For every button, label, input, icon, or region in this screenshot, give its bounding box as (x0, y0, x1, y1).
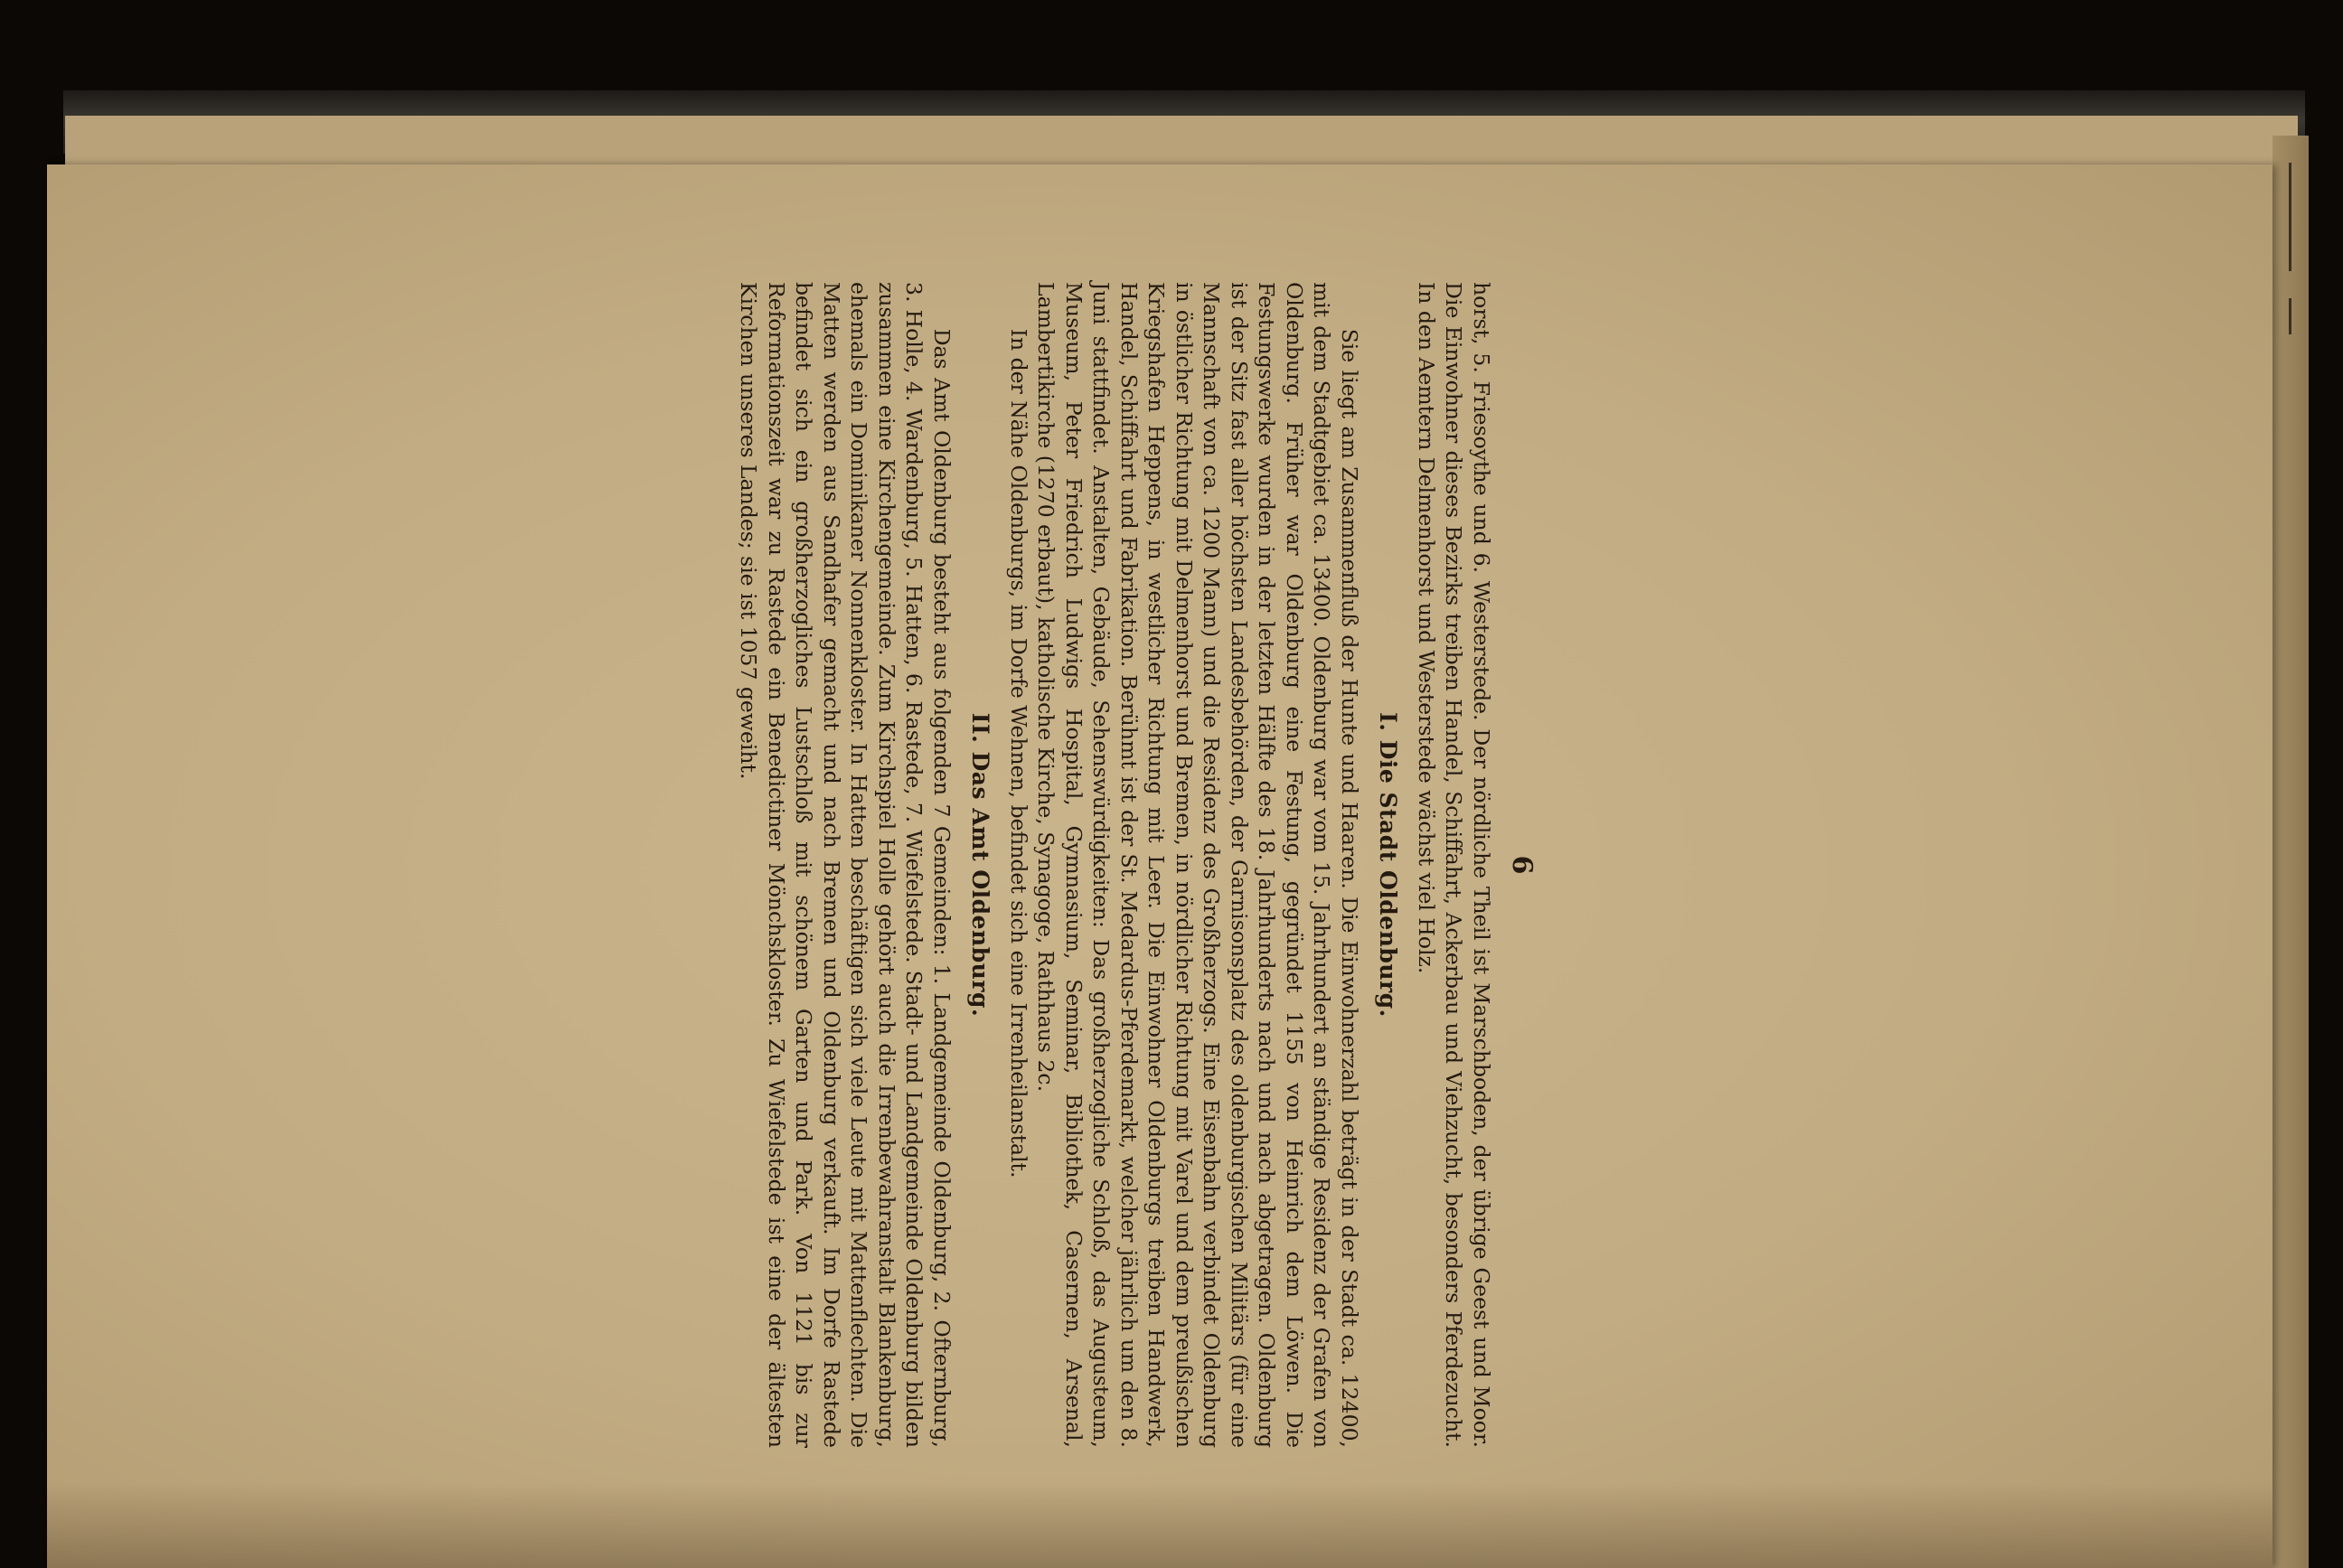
page-gutter-shadow (47, 1482, 2272, 1568)
rotated-text-area (736, 282, 1538, 1448)
binding-edge (2272, 136, 2309, 1568)
paragraph-irrenheilanstalt: In der Nähe Oldenburgs, im Dorfe Wehnen, befindet sich eine Irrenheilanstalt. (1006, 328, 1031, 1178)
binding-mark (2289, 163, 2291, 271)
section-heading-stadt-oldenburg: I. Die Stadt Oldenburg. (1375, 712, 1402, 1018)
intro-paragraph: horst, 5. Friesoythe und 6. Westerstede. Der nördliche Theil ist Marschboden, der übrige Geest und Moor. Die Einwohner dieses Bezirks treiben Handel, Schiffahrt, Ackerbau und Viehzucht, besonders Pferdezucht. In den Aemtern Delmenhorst und Westerstede wächst viel Holz. (1414, 282, 1494, 1448)
page-number: 6 (1506, 855, 1538, 875)
paragraph-stadt-oldenburg: Sie liegt am Zusammenfluß der Hunte und Haaren. Die Einwohnerzahl beträgt in der Stadt ca. 12400, mit dem Stadtgebiet ca. 13400. Oldenburg war vom 15. Jahrhundert an ständige Residenz der Grafen von Oldenburg. Früher war Oldenburg eine Festung, gegründet 1155 von Heinrich dem Löwen. Die Festungswerke wurden in der letzten Hälfte des 18. Jahrhunderts nach und nach abgetragen. Oldenburg ist der Sitz fast aller höchsten Landesbehörden, der Garnisonsplatz des oldenburgischen Militärs (für eine Mannschaft von ca. 1200 Mann) und die Residenz des Großherzogs. Eine Eisenbahn verbindet Oldenburg in östlicher Richtung mit Delmenhorst und Bremen, in nördlicher Richtung mit Varel und dem preußischen Kriegshafen Heppens, in westlicher Richtung mit Leer. Die Einwohner Oldenburgs treiben Handwerk, Handel, Schiffahrt und Fabrikation. Berühmt ist der St. Medardus-Pferdemarkt, welcher jährlich um den 8. Juni stattfindet. Anstalten, Gebäude, Sehenswürdigkeiten: Das großherzogliche Schloß, das Augusteum, Museum, Peter Friedrich Ludwigs Hospital, Gymnasium, Seminar, Bibliothek, Casernen, Arsenal, Lambertikirche (1270 erbaut), katholische Kirche, Synagoge, Rathhaus 2c. (1033, 282, 1362, 1448)
paragraph-amt-oldenburg: Das Amt Oldenburg besteht aus folgenden 7 Gemeinden: 1. Landgemeinde Oldenburg, 2. Ofternburg, 3. Holle, 4. Wardenburg, 5. Hatten, 6. Rastede, 7. Wiefelstede. Stadt- und Landgemeinde Oldenburg bilden zusammen eine Kirchengemeinde. Zum Kirchspiel Holle gehört auch die Irrenbewahranstalt Blankenburg, ehemals ein Dominikaner Nonnenkloster. In Hatten beschäftigen sich viele Leute mit Mattenflechten. Die Matten werden aus Sandhafer gemacht und nach Bremen und Oldenburg verkauft. Im Dorfe Rastede befindet sich ein großherzogliches Lustschloß mit schönem Garten und Park. Von 1121 bis zur Reformationszeit war zu Rastede ein Benedictiner Mönchskloster. Zu Wiefelstede ist eine der ältesten Kirchen unseres Landes; sie ist 1057 geweiht. (736, 282, 955, 1448)
section-heading-amt-oldenburg: II. Das Amt Oldenburg. (967, 712, 994, 1018)
page-text (736, 282, 1538, 1448)
binding-mark (2289, 298, 2291, 334)
